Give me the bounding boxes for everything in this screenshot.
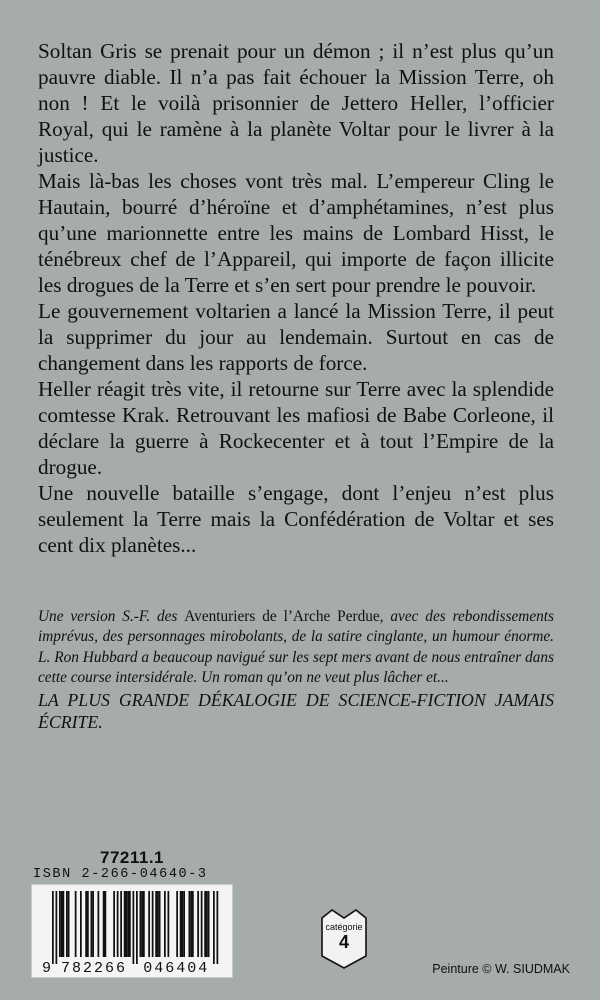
barcode-bar <box>143 891 145 957</box>
barcode-bar <box>117 891 119 957</box>
barcode-bar <box>192 891 194 957</box>
barcode-bar <box>183 891 185 957</box>
barcode-bar <box>141 891 143 957</box>
barcode-bar <box>189 891 191 957</box>
barcode-bar <box>208 891 210 957</box>
promo-tagline: LA PLUS GRANDE DÉKALOGIE DE SCIENCE-FICTION JAMAIS ÉCRITE. <box>38 690 554 733</box>
category-label: catégorie <box>325 922 363 932</box>
barcode-bar <box>129 891 131 957</box>
barcode-bar <box>159 891 161 957</box>
barcode-bar <box>68 891 70 957</box>
barcode-bar <box>75 891 77 957</box>
barcode-bar <box>98 891 100 957</box>
barcode-bar <box>59 891 61 957</box>
barcode-bar <box>168 891 170 957</box>
barcode-bar <box>87 891 89 957</box>
promo-paragraph <box>38 607 554 688</box>
barcode-bar <box>164 891 166 957</box>
synopsis-paragraph-3: Le gouvernement voltarien a lancé la Mission Terre, il peut la supprimer du jour au lendemain. Surtout en cas de changement dans les rapports de force. <box>38 299 554 375</box>
synopsis-paragraph-2: Mais là-bas les choses vont très mal. L’empereur Cling le Hautain, bourré d’héroïne et d’amphétamines, n’est plus qu’une marionnette entre les mains de Lombard Hisst, le ténébreux chef de l’Appareil, qui importe de façon illicite les drogues de la Terre et s’en sert pour prendre le pouvoir. <box>38 169 554 297</box>
barcode-bar <box>103 891 105 957</box>
barcode-bar <box>120 891 122 957</box>
synopsis-paragraph-5: Une nouvelle bataille s’engage, dont l’enjeu n’est plus seulement la Terre mais la Confédération de Voltar et ses cent dix planètes... <box>38 481 554 557</box>
promo-text <box>38 607 554 733</box>
barcode-bar <box>85 891 87 957</box>
barcode-bar <box>201 891 203 957</box>
barcode-bar <box>155 891 157 957</box>
barcode-bar <box>176 891 178 957</box>
barcode-bar <box>140 891 142 957</box>
barcode-bar <box>80 891 82 957</box>
barcode-bar <box>180 891 182 957</box>
isbn-label: ISBN 2-266-04640-3 <box>33 867 208 882</box>
barcode-bar <box>105 891 107 957</box>
barcode-bar <box>197 891 199 957</box>
barcode-digits: 9 <box>42 960 54 977</box>
barcode-bar <box>148 891 150 957</box>
barcode-bar <box>213 891 215 964</box>
barcode-bar <box>206 891 208 957</box>
barcode-bar <box>182 891 184 957</box>
barcode-digits: 782266 <box>60 960 128 977</box>
barcode-bar <box>92 891 94 957</box>
barcode-bar <box>127 891 129 957</box>
barcode-bar <box>124 891 126 957</box>
barcode-bar <box>91 891 93 957</box>
barcode-bar <box>126 891 128 957</box>
catalog-number: 77211.1 <box>100 848 165 867</box>
cover-art-credit: Peinture © W. SIUDMAK <box>432 962 570 976</box>
barcode-graphic <box>32 885 232 977</box>
promo-body: , avec des rebondissements imprévus, des personnages mirobolants, de la satire cinglante, un humour énorme. L. Ron Hubbard a beaucoup navigué sur les sept mers avant de nous entraîner dans cette course intersidérale. Un roman qu’on ne veut plus lâcher et... <box>38 608 554 686</box>
barcode-digits: 046404 <box>143 960 210 977</box>
barcode-bar <box>63 891 65 957</box>
category-badge <box>320 908 368 970</box>
promo-title-reference: Aventuriers de l’Arche Perdue <box>184 608 380 625</box>
barcode-bar <box>133 891 135 964</box>
barcode-bar <box>56 891 58 964</box>
barcode-bar <box>152 891 154 957</box>
synopsis <box>38 38 554 558</box>
promo-intro: Une version S.-F. des <box>38 608 185 625</box>
barcode-bar <box>66 891 68 957</box>
synopsis-paragraph-4: Heller réagit très vite, il retourne sur Terre avec la splendide comtesse Krak. Retrouvant les mafiosi de Babe Corleone, il déclare la guerre à Rockecenter et à tout l’Empire de la drogue. <box>38 377 554 479</box>
synopsis-paragraph-1: Soltan Gris se prenait pour un démon ; il n’est plus qu’un pauvre diable. Il n’a pas fait échouer la Mission Terre, oh non ! Et le voilà prisonnier de Jettero Heller, l’officier Royal, qui le ramène à la planète Voltar pour le livrer à la justice. <box>38 39 554 167</box>
barcode-bar <box>157 891 159 957</box>
barcode-bar <box>217 891 219 964</box>
barcode-bar <box>52 891 54 964</box>
barcode-bar <box>61 891 63 957</box>
barcode-bar <box>113 891 115 957</box>
category-number: 4 <box>338 932 349 952</box>
barcode-bar <box>190 891 192 957</box>
barcode-bar <box>136 891 138 964</box>
barcode-bar <box>204 891 206 957</box>
barcode <box>31 884 233 978</box>
